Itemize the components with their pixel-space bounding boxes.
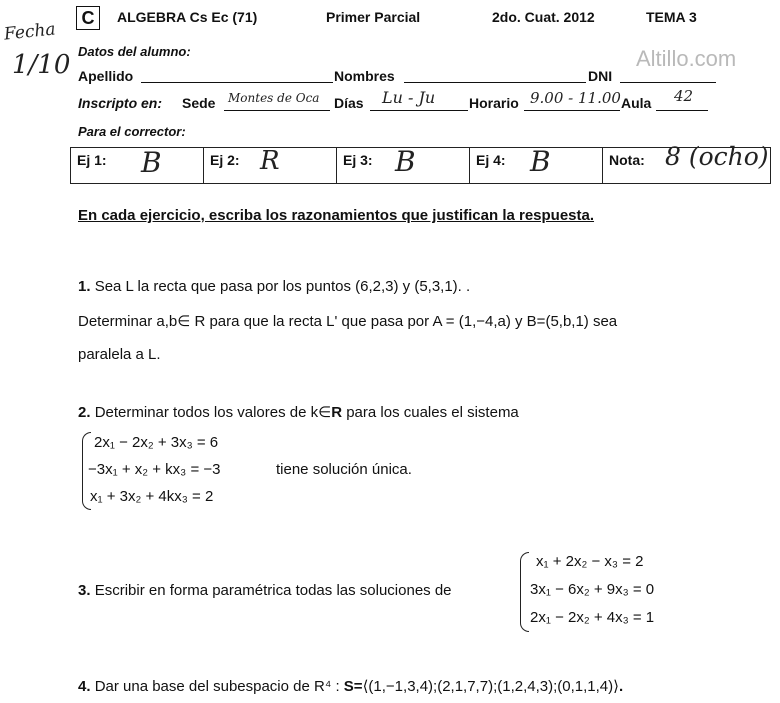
exercise-2-eq-1: 2x₁ − 2x₂ + 3x₃ = 6 — [94, 434, 219, 451]
exercise-1-line-2: Determinar a,b∈ R para que la recta L' que pasa por A = (1,−4,a) y B=(5,b,1) sea — [78, 313, 618, 330]
dias-underline — [370, 110, 468, 111]
apellido-field[interactable] — [141, 82, 333, 83]
aula-value: 42 — [674, 87, 694, 105]
dias-label: Días — [334, 95, 364, 111]
horario-value: 9.00 - 11.00 — [530, 89, 621, 107]
ej3-label: Ej 3: — [343, 152, 373, 168]
inscripto-label: Inscripto en: — [78, 95, 163, 111]
ej4-label: Ej 4: — [476, 152, 506, 168]
exercise-1-number: 1. — [78, 278, 91, 295]
horario-underline — [524, 110, 620, 111]
tema-number: TEMA 3 — [646, 9, 697, 25]
margin-note-fecha: Fecha — [3, 19, 57, 45]
ej1-cell — [71, 148, 204, 184]
ej4-cell — [470, 145, 603, 184]
ej2-label: Ej 2: — [210, 152, 240, 168]
ej3-mark: B — [395, 145, 416, 178]
ej4-mark: B — [530, 145, 551, 178]
exercise-2-eq-2: −3x₁ + x₂ + kx₃ = −3 — [88, 461, 221, 478]
exam-title: Primer Parcial — [326, 9, 421, 25]
exercise-3-brace — [520, 552, 529, 632]
exercise-2-text-after: para los cuales el sistema — [342, 404, 519, 421]
course-title: ALGEBRA Cs Ec (71) — [117, 9, 258, 25]
exercise-4-text: Dar una base del subespacio de R⁴ : — [94, 678, 340, 695]
ej3-cell — [337, 145, 470, 184]
exercise-2-number: 2. — [78, 404, 91, 421]
exercise-3-text: Escribir en forma paramétrica todas las soluciones de — [94, 582, 452, 599]
exercise-2-text: Determinar todos los valores de k∈ — [94, 404, 332, 421]
exercise-2-tail: tiene solución única. — [276, 461, 412, 478]
dias-value: Lu - Ju — [382, 88, 436, 107]
exercise-3-number: 3. — [78, 582, 91, 599]
student-section-label: Datos del alumno: — [78, 44, 191, 59]
nota-label: Nota: — [609, 152, 645, 168]
ej1-mark: B — [141, 146, 162, 179]
exercise-3-eq-2: 3x₁ − 6x₂ + 9x₃ = 0 — [530, 581, 655, 598]
sede-value: Montes de Oca — [228, 91, 320, 105]
nombres-label: Nombres — [334, 68, 395, 84]
exercise-1-line-1 — [78, 278, 470, 295]
margin-note-fraction: 1/10 — [12, 50, 71, 80]
exercise-4-s-value: ⟨(1,−1,3,4);(2,1,7,7);(1,2,4,3);(0,1,1,4)⟩ — [362, 678, 619, 695]
exercise-2-eq-3: x₁ + 3x₂ + 4kx₃ = 2 — [90, 488, 214, 505]
sede-label: Sede — [182, 95, 216, 111]
dni-label: DNI — [588, 68, 613, 84]
tema-letter-box: C — [76, 6, 100, 30]
exercise-2-real-symbol: R — [331, 404, 343, 421]
watermark: Altillo.com — [636, 46, 737, 71]
exercise-1-line-3: paralela a L. — [78, 346, 161, 363]
exercise-3-prompt — [78, 582, 452, 599]
horario-label: Horario — [469, 95, 519, 111]
exercise-3-eq-1: x₁ + 2x₂ − x₃ = 2 — [536, 553, 644, 570]
sede-underline — [224, 110, 330, 111]
exercise-4-number: 4. — [78, 678, 91, 695]
exercise-4-end: . — [618, 678, 624, 695]
exercise-1-text: Sea L la recta que pasa por los puntos (6,2,3) y (5,3,1). . — [94, 278, 471, 295]
dni-field[interactable] — [620, 82, 716, 83]
exercise-4-prompt — [78, 677, 623, 695]
nota-value: 8 (ocho) — [665, 142, 769, 171]
apellido-label: Apellido — [78, 68, 134, 84]
ej2-cell — [204, 148, 337, 184]
exercise-4-s-label: S= — [343, 678, 363, 695]
corrector-table — [70, 142, 771, 184]
corrector-label: Para el corrector: — [78, 124, 186, 139]
period: 2do. Cuat. 2012 — [492, 9, 595, 25]
aula-label: Aula — [621, 95, 652, 111]
nota-cell — [603, 142, 771, 184]
nombres-field[interactable] — [404, 82, 586, 83]
exercise-2-prompt — [78, 403, 519, 421]
instruction: En cada ejercicio, escriba los razonamientos que justifican la respuesta. — [78, 207, 595, 224]
ej2-mark: R — [260, 146, 280, 176]
exercise-3-eq-3: 2x₁ − 2x₂ + 4x₃ = 1 — [530, 609, 655, 626]
aula-underline — [656, 110, 708, 111]
ej1-label: Ej 1: — [77, 152, 107, 168]
